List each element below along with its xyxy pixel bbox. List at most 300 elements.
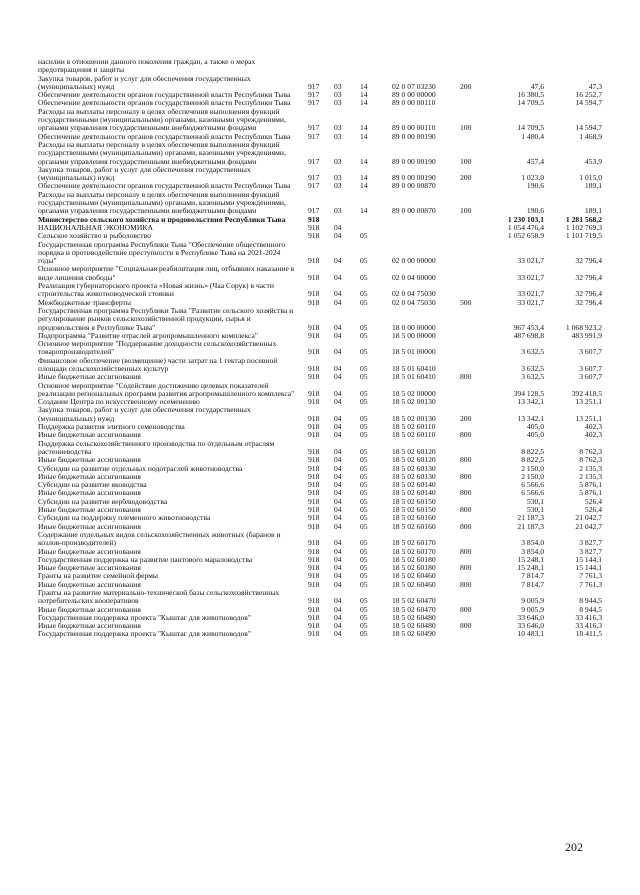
row-vr xyxy=(460,514,492,522)
row-sum-2: 8 762,3 xyxy=(579,456,602,465)
row-ved: 918 xyxy=(308,446,320,456)
row-name: Иные бюджетные ассигнования xyxy=(38,564,141,573)
row-sum-2: 47,3 xyxy=(588,81,602,91)
table-row xyxy=(38,99,602,107)
row-pr: 05 xyxy=(360,298,368,307)
row-csr: 89 0 00 00870 xyxy=(392,182,436,191)
row-vr xyxy=(460,340,492,357)
row-sum-2: 483 991,9 xyxy=(571,331,602,340)
row-sum-2: 402,3 xyxy=(584,431,602,440)
row-pr: 05 xyxy=(360,538,368,548)
row-vr: 800 xyxy=(460,605,472,614)
row-csr: 18 5 02 60480 xyxy=(392,613,436,622)
row-pr xyxy=(360,224,392,232)
row-csr: 18 5 02 60160 xyxy=(392,522,436,531)
row-rz: 04 xyxy=(334,423,342,432)
row-rz: 04 xyxy=(334,431,342,440)
row-sum-1: 3 854,0 xyxy=(521,538,544,548)
row-sum-2: 14 594,7 xyxy=(575,99,602,108)
row-name: Реализация губернаторского проекта «Новая жизнь» (Чаа Сорук) в части строительства животноводческой стоянки xyxy=(38,282,274,299)
row-ved: 917 xyxy=(308,91,320,100)
table-row xyxy=(38,406,602,423)
row-vr xyxy=(460,589,492,606)
row-vr xyxy=(460,572,492,580)
row-name: Расходы на выплаты персоналу в целях обеспечения выполнения функций государственными (муниципальными) органами, казенными учреждениями, органами управления государственными внебюджетными фондами xyxy=(38,107,286,133)
table-row xyxy=(38,141,602,166)
row-sum-1: 3 632,5 xyxy=(521,373,544,382)
row-sum-2: 7 761,3 xyxy=(579,580,602,589)
table-row xyxy=(38,299,602,307)
row-pr: 14 xyxy=(360,91,368,100)
row-pr: 05 xyxy=(360,446,368,456)
row-sum-2: 13 251,1 xyxy=(575,398,602,407)
row-name: Государственная поддержка проекта "Кыштаг для животноводов" xyxy=(38,613,251,622)
row-vr: 800 xyxy=(460,547,472,556)
row-name: насилии в отношении данного поколения граждан, а также о мерах предотвращения и защиты xyxy=(38,58,256,75)
row-csr: 18 5 02 60150 xyxy=(392,497,436,506)
row-sum-2: 16 252,7 xyxy=(575,91,602,100)
row-pr: 05 xyxy=(360,331,368,340)
row-name: Обеспечение деятельности органов государственной власти Республики Тыва xyxy=(38,182,291,191)
row-vr: 100 xyxy=(460,206,472,216)
row-pr: 05 xyxy=(360,580,368,589)
row-name: Обеспечение деятельности органов государственной власти Республики Тыва xyxy=(38,91,291,100)
row-sum-2: 5 876,1 xyxy=(579,481,602,490)
row-csr: 18 5 02 00130 xyxy=(392,398,436,407)
row-name: Субсидии на развитие верблюдоводства xyxy=(38,497,168,506)
row-pr: 05 xyxy=(360,272,368,282)
row-ved: 918 xyxy=(308,622,320,631)
row-sum-1: 9 005,9 xyxy=(521,605,544,614)
row-vr xyxy=(460,556,492,564)
row-sum-1: 14 709,5 xyxy=(517,123,544,133)
row-vr: 200 xyxy=(460,173,472,183)
table-row xyxy=(38,581,602,589)
row-sum-1: 33 021,7 xyxy=(517,298,544,307)
row-csr: 89 0 00 00000 xyxy=(392,91,436,100)
row-sum-1: 457,4 xyxy=(526,156,544,166)
row-vr: 800 xyxy=(460,522,472,531)
row-rz: 04 xyxy=(334,605,342,614)
row-rz: 04 xyxy=(334,580,342,589)
row-name: Расходы на выплаты персоналу в целях обеспечения выполнения функций государственными (муниципальными) органами, казенными учреждениями, органами управления государственными внебюджетными фондами xyxy=(38,190,286,216)
row-ved: 917 xyxy=(308,173,320,183)
row-csr: 02 0 04 75030 xyxy=(392,289,436,299)
row-sum-2: 32 796,4 xyxy=(575,298,602,307)
row-vr xyxy=(460,398,492,406)
row-sum-1: 3 632,5 xyxy=(521,347,544,357)
budget-table-body xyxy=(38,58,602,639)
row-name: Сельское хозяйство и рыболовство xyxy=(38,232,151,241)
row-ved: 918 xyxy=(308,232,320,241)
row-rz: 03 xyxy=(334,123,342,133)
row-ved: 918 xyxy=(308,298,320,307)
row-sum-1: 405,0 xyxy=(526,431,544,440)
row-rz: 04 xyxy=(334,363,342,373)
row-vr xyxy=(460,99,492,107)
row-vr xyxy=(460,465,492,473)
row-name: Обеспечение деятельности органов государственной власти Республики Тыва xyxy=(38,132,291,141)
row-csr: 18 5 02 60140 xyxy=(392,489,436,498)
row-csr: 89 0 00 00190 xyxy=(392,132,436,141)
table-row xyxy=(38,191,602,216)
table-row xyxy=(38,572,602,580)
row-csr xyxy=(392,224,460,232)
row-sum-1: 2 150,0 xyxy=(521,472,544,481)
row-csr: 18 5 02 60180 xyxy=(392,564,436,573)
row-name: Поддержка сельскохозяйственного производства по отдельным отраслям растениеводства xyxy=(38,439,275,456)
row-csr: 18 5 02 60170 xyxy=(392,547,436,556)
row-sum-1: 33 021,7 xyxy=(517,272,544,282)
row-ved: 918 xyxy=(308,388,320,398)
table-row xyxy=(38,630,602,638)
row-vr xyxy=(460,224,492,232)
row-sum-2 xyxy=(544,58,602,75)
row-ved: 918 xyxy=(308,423,320,432)
row-sum-1: 530,1 xyxy=(526,497,544,506)
row-csr: 18 5 01 60410 xyxy=(392,373,436,382)
row-rz: 04 xyxy=(334,289,342,299)
row-rz: 04 xyxy=(334,388,342,398)
row-sum-2: 7 761,3 xyxy=(579,572,602,581)
row-rz: 03 xyxy=(334,132,342,141)
row-ved: 917 xyxy=(308,99,320,108)
row-ved: 918 xyxy=(308,347,320,357)
row-rz: 04 xyxy=(334,547,342,556)
row-vr xyxy=(460,216,492,224)
row-ved: 917 xyxy=(308,182,320,191)
row-sum-1: 33 646,0 xyxy=(517,622,544,631)
row-pr: 05 xyxy=(360,630,368,639)
row-sum-1: 47,6 xyxy=(530,81,544,91)
row-name: Иные бюджетные ассигнования xyxy=(38,472,141,481)
row-ved: 918 xyxy=(308,398,320,407)
row-pr: 05 xyxy=(360,388,368,398)
row-name: Закупка товаров, работ и услуг для обеспечения государственных (муниципальных) нужд xyxy=(38,406,251,423)
row-vr xyxy=(460,241,492,266)
table-row xyxy=(38,622,602,630)
row-ved: 918 xyxy=(308,555,320,564)
row-csr: 18 5 02 00130 xyxy=(392,413,436,423)
row-csr: 89 0 00 00110 xyxy=(392,123,436,133)
table-row xyxy=(38,523,602,531)
row-name: НАЦИОНАЛЬНАЯ ЭКОНОМИКА xyxy=(38,223,153,232)
row-sum-2: 3 827,7 xyxy=(579,538,602,548)
row-rz: 03 xyxy=(334,173,342,183)
table-row xyxy=(38,606,602,614)
row-vr xyxy=(460,232,492,240)
row-csr xyxy=(392,232,460,240)
row-name: Межбюджетные трансферты xyxy=(38,298,131,307)
table-row xyxy=(38,440,602,457)
row-name: Иные бюджетные ассигнования xyxy=(38,456,141,465)
row-sum-1: 2 150,0 xyxy=(521,464,544,473)
row-sum-1: 8 822,5 xyxy=(521,446,544,456)
row-rz: 04 xyxy=(334,298,342,307)
row-ved: 918 xyxy=(308,472,320,481)
row-ved: 918 xyxy=(308,538,320,548)
row-vr: 800 xyxy=(460,564,472,573)
table-row xyxy=(38,498,602,506)
row-pr: 05 xyxy=(360,363,368,373)
table-row xyxy=(38,232,602,240)
row-rz: 04 xyxy=(334,472,342,481)
row-vr: 800 xyxy=(460,373,472,382)
row-ved: 918 xyxy=(308,497,320,506)
row-vr: 800 xyxy=(460,489,472,498)
row-pr: 05 xyxy=(360,431,368,440)
row-name: Государственная поддержка проекта "Кыштаг для животноводов" xyxy=(38,630,251,639)
table-row xyxy=(38,373,602,381)
row-name: Основное мероприятие "Социальная реабилитация лиц, отбывших наказание в виде лишения свободы" xyxy=(38,265,295,282)
row-ved: 918 xyxy=(308,363,320,373)
row-rz: 04 xyxy=(334,596,342,606)
row-rz: 04 xyxy=(334,256,342,266)
row-ved: 917 xyxy=(308,123,320,133)
table-row xyxy=(38,182,602,190)
row-sum-2: 2 135,3 xyxy=(579,472,602,481)
row-pr: 05 xyxy=(360,322,368,332)
row-name: Государственная программа Республики Тыва "Развитие сельского хозяйства и регулирование рынков сельскохозяйственной продукции, сырья и продовольствия в Республике Тыва" xyxy=(38,306,294,332)
row-sum-2: 32 796,4 xyxy=(575,256,602,266)
table-row xyxy=(38,108,602,133)
row-ved: 918 xyxy=(308,514,320,523)
table-row xyxy=(38,514,602,522)
row-rz: 04 xyxy=(334,522,342,531)
row-pr: 05 xyxy=(360,398,368,407)
row-pr: 05 xyxy=(360,522,368,531)
row-rz: 04 xyxy=(334,347,342,357)
row-rz: 04 xyxy=(334,331,342,340)
row-name: Гранты на развитие материально-технической базы сельскохозяйственных потребительских кооперативов xyxy=(38,589,280,606)
row-name: Иные бюджетные ассигнования xyxy=(38,431,141,440)
row-rz: 04 xyxy=(334,497,342,506)
row-sum-2: 8 944,5 xyxy=(579,605,602,614)
row-csr: 18 5 02 60470 xyxy=(392,596,436,606)
table-row xyxy=(38,282,602,299)
row-sum-2: 1 102 769,3 xyxy=(565,223,602,232)
row-rz: 04 xyxy=(334,622,342,631)
row-ved: 918 xyxy=(308,373,320,382)
row-sum-1: 530,1 xyxy=(526,506,544,515)
row-rz: 04 xyxy=(334,373,342,382)
row-rz: 04 xyxy=(334,464,342,473)
row-vr xyxy=(460,423,492,431)
row-vr xyxy=(460,133,492,141)
row-pr: 05 xyxy=(360,373,368,382)
row-sum-1: 190,6 xyxy=(526,182,544,191)
row-sum-1: 190,6 xyxy=(526,206,544,216)
row-pr xyxy=(360,216,392,224)
row-vr xyxy=(460,182,492,190)
row-sum-1 xyxy=(492,58,544,75)
row-pr: 05 xyxy=(360,232,368,241)
row-pr: 05 xyxy=(360,622,368,631)
row-pr: 05 xyxy=(360,464,368,473)
row-name: Иные бюджетные ассигнования xyxy=(38,622,141,631)
row-ved: 918 xyxy=(308,522,320,531)
row-vr xyxy=(460,481,492,489)
row-rz: 04 xyxy=(334,272,342,282)
row-rz: 03 xyxy=(334,91,342,100)
row-name: Закупка товаров, работ и услуг для обеспечения государственных (муниципальных) нужд xyxy=(38,74,251,91)
row-sum-2: 13 251,1 xyxy=(575,413,602,423)
row-csr: 18 5 02 60130 xyxy=(392,472,436,481)
row-sum-2: 3 827,7 xyxy=(579,547,602,556)
row-sum-2: 10 411,5 xyxy=(575,630,602,639)
row-rz: 04 xyxy=(334,613,342,622)
row-sum-2: 14 594,7 xyxy=(575,123,602,133)
row-name: Иные бюджетные ассигнования xyxy=(38,373,141,382)
row-sum-1: 394 128,5 xyxy=(513,388,544,398)
table-row xyxy=(38,382,602,399)
row-csr: 18 5 02 60140 xyxy=(392,481,436,490)
row-ved: 918 xyxy=(308,547,320,556)
row-sum-2: 1 101 719,5 xyxy=(565,232,602,241)
row-sum-1: 1 480,4 xyxy=(521,132,544,141)
row-sum-2: 33 416,3 xyxy=(575,613,602,622)
row-pr: 05 xyxy=(360,289,368,299)
row-pr: 14 xyxy=(360,99,368,108)
row-sum-2: 526,4 xyxy=(584,506,602,515)
row-sum-1: 21 187,3 xyxy=(517,522,544,531)
row-vr xyxy=(460,307,492,332)
row-sum-2: 189,1 xyxy=(584,182,602,191)
row-name: Закупка товаров, работ и услуг для обеспечения государственных (муниципальных) нужд xyxy=(38,165,251,183)
row-sum-1: 1 052 658,9 xyxy=(507,232,544,241)
table-row xyxy=(38,398,602,406)
table-row xyxy=(38,224,602,232)
row-vr xyxy=(460,614,492,622)
row-sum-1: 3 854,0 xyxy=(521,547,544,556)
row-rz: 04 xyxy=(334,572,342,581)
row-pr: 05 xyxy=(360,256,368,266)
row-ved: 917 xyxy=(308,206,320,216)
row-csr: 89 0 00 00190 xyxy=(392,156,436,166)
row-csr xyxy=(392,58,460,75)
table-row xyxy=(38,589,602,606)
row-vr: 200 xyxy=(460,81,472,91)
row-ved: 918 xyxy=(308,331,320,340)
row-vr xyxy=(460,630,492,638)
row-ved: 917 xyxy=(308,156,320,166)
row-pr: 14 xyxy=(360,81,368,91)
row-csr: 18 5 02 60480 xyxy=(392,622,436,631)
row-sum-1: 8 822,5 xyxy=(521,456,544,465)
row-rz: 04 xyxy=(334,564,342,573)
row-csr: 18 5 01 60410 xyxy=(392,363,436,373)
row-pr: 05 xyxy=(360,547,368,556)
row-csr: 89 0 00 00870 xyxy=(392,206,436,216)
table-row xyxy=(38,431,602,439)
row-pr: 14 xyxy=(360,132,368,141)
row-rz: 04 xyxy=(334,398,342,407)
row-csr: 02 0 00 00000 xyxy=(392,256,436,266)
row-sum-1: 15 248,1 xyxy=(517,564,544,573)
table-row xyxy=(38,473,602,481)
row-csr: 18 5 02 60460 xyxy=(392,572,436,581)
row-sum-1: 33 646,0 xyxy=(517,613,544,622)
budget-table xyxy=(38,58,602,639)
table-row xyxy=(38,166,602,183)
row-pr: 05 xyxy=(360,497,368,506)
row-sum-1: 6 566,6 xyxy=(521,489,544,498)
row-name: Иные бюджетные ассигнования xyxy=(38,605,141,614)
row-name: Иные бюджетные ассигнования xyxy=(38,506,141,515)
row-pr: 05 xyxy=(360,564,368,573)
row-sum-2: 15 144,1 xyxy=(575,564,602,573)
table-row xyxy=(38,556,602,564)
row-sum-1: 16 380,5 xyxy=(517,91,544,100)
row-csr: 89 0 00 00110 xyxy=(392,99,436,108)
row-ved: 918 xyxy=(308,413,320,423)
row-name: Расходы на выплаты персоналу в целях обеспечения выполнения функций государственными (муниципальными) органами, казенными учреждениями, органами управления государственными внебюджетными фондами xyxy=(38,140,286,166)
row-name: Министерство сельского хозяйства и продовольствия Республики Тыва xyxy=(38,215,286,224)
table-row xyxy=(38,481,602,489)
row-sum-2: 3 607,7 xyxy=(579,363,602,373)
row-sum-2: 2 135,3 xyxy=(579,464,602,473)
row-ved: 917 xyxy=(308,132,320,141)
row-csr: 18 5 02 60170 xyxy=(392,538,436,548)
row-name: Государственная программа Республики Тыва "Обеспечение общественного порядка и противодействие преступности в Республике Тыва на 2021-2024 годы" xyxy=(38,240,286,266)
row-sum-2: 1 068 923,2 xyxy=(565,322,602,332)
row-name: Субсидии на развитие отдельных подотраслей животноводства xyxy=(38,464,243,473)
row-pr: 14 xyxy=(360,173,368,183)
row-csr: 18 5 02 60160 xyxy=(392,514,436,523)
row-name: Основное мероприятие "Содействие достижению целевых показателей реализации региональных программ развития агропромышленного комплекса" xyxy=(38,381,295,398)
row-name: Субсидии на развитие яководства xyxy=(38,481,147,490)
row-vr: 800 xyxy=(460,622,472,631)
row-sum-1: 21 187,3 xyxy=(517,514,544,523)
row-pr: 05 xyxy=(360,613,368,622)
row-pr: 05 xyxy=(360,555,368,564)
row-csr: 02 0 07 03230 xyxy=(392,81,436,91)
row-name: Обеспечение деятельности органов государственной власти Республики Тыва xyxy=(38,99,291,108)
table-row xyxy=(38,75,602,92)
row-sum-1: 7 814,7 xyxy=(521,580,544,589)
row-ved: 918 xyxy=(308,431,320,440)
row-sum-1: 10 483,1 xyxy=(517,630,544,639)
row-name: Иные бюджетные ассигнования xyxy=(38,489,141,498)
row-pr: 05 xyxy=(360,413,368,423)
row-csr: 18 5 02 60470 xyxy=(392,605,436,614)
row-rz: 04 xyxy=(334,481,342,490)
row-sum-2: 5 876,1 xyxy=(579,489,602,498)
row-rz: 04 xyxy=(334,223,342,232)
row-sum-2: 392 418,5 xyxy=(571,388,602,398)
table-row xyxy=(38,614,602,622)
row-rz: 04 xyxy=(334,506,342,515)
row-pr: 05 xyxy=(360,347,368,357)
row-vr xyxy=(460,440,492,457)
row-rz: 04 xyxy=(334,456,342,465)
row-ved: 918 xyxy=(308,223,320,232)
row-csr: 18 5 02 60110 xyxy=(392,431,436,440)
table-row xyxy=(38,58,602,75)
row-sum-2: 453,9 xyxy=(584,156,602,166)
table-row xyxy=(38,241,602,266)
row-sum-2: 1 468,9 xyxy=(579,132,602,141)
row-pr: 05 xyxy=(360,472,368,481)
row-rz: 03 xyxy=(334,99,342,108)
table-row xyxy=(38,564,602,572)
row-sum-2: 1 015,0 xyxy=(579,173,602,183)
row-vr: 800 xyxy=(460,431,472,440)
row-pr: 05 xyxy=(360,596,368,606)
row-rz: 04 xyxy=(334,555,342,564)
budget-document xyxy=(38,58,602,639)
row-rz: 04 xyxy=(334,630,342,639)
